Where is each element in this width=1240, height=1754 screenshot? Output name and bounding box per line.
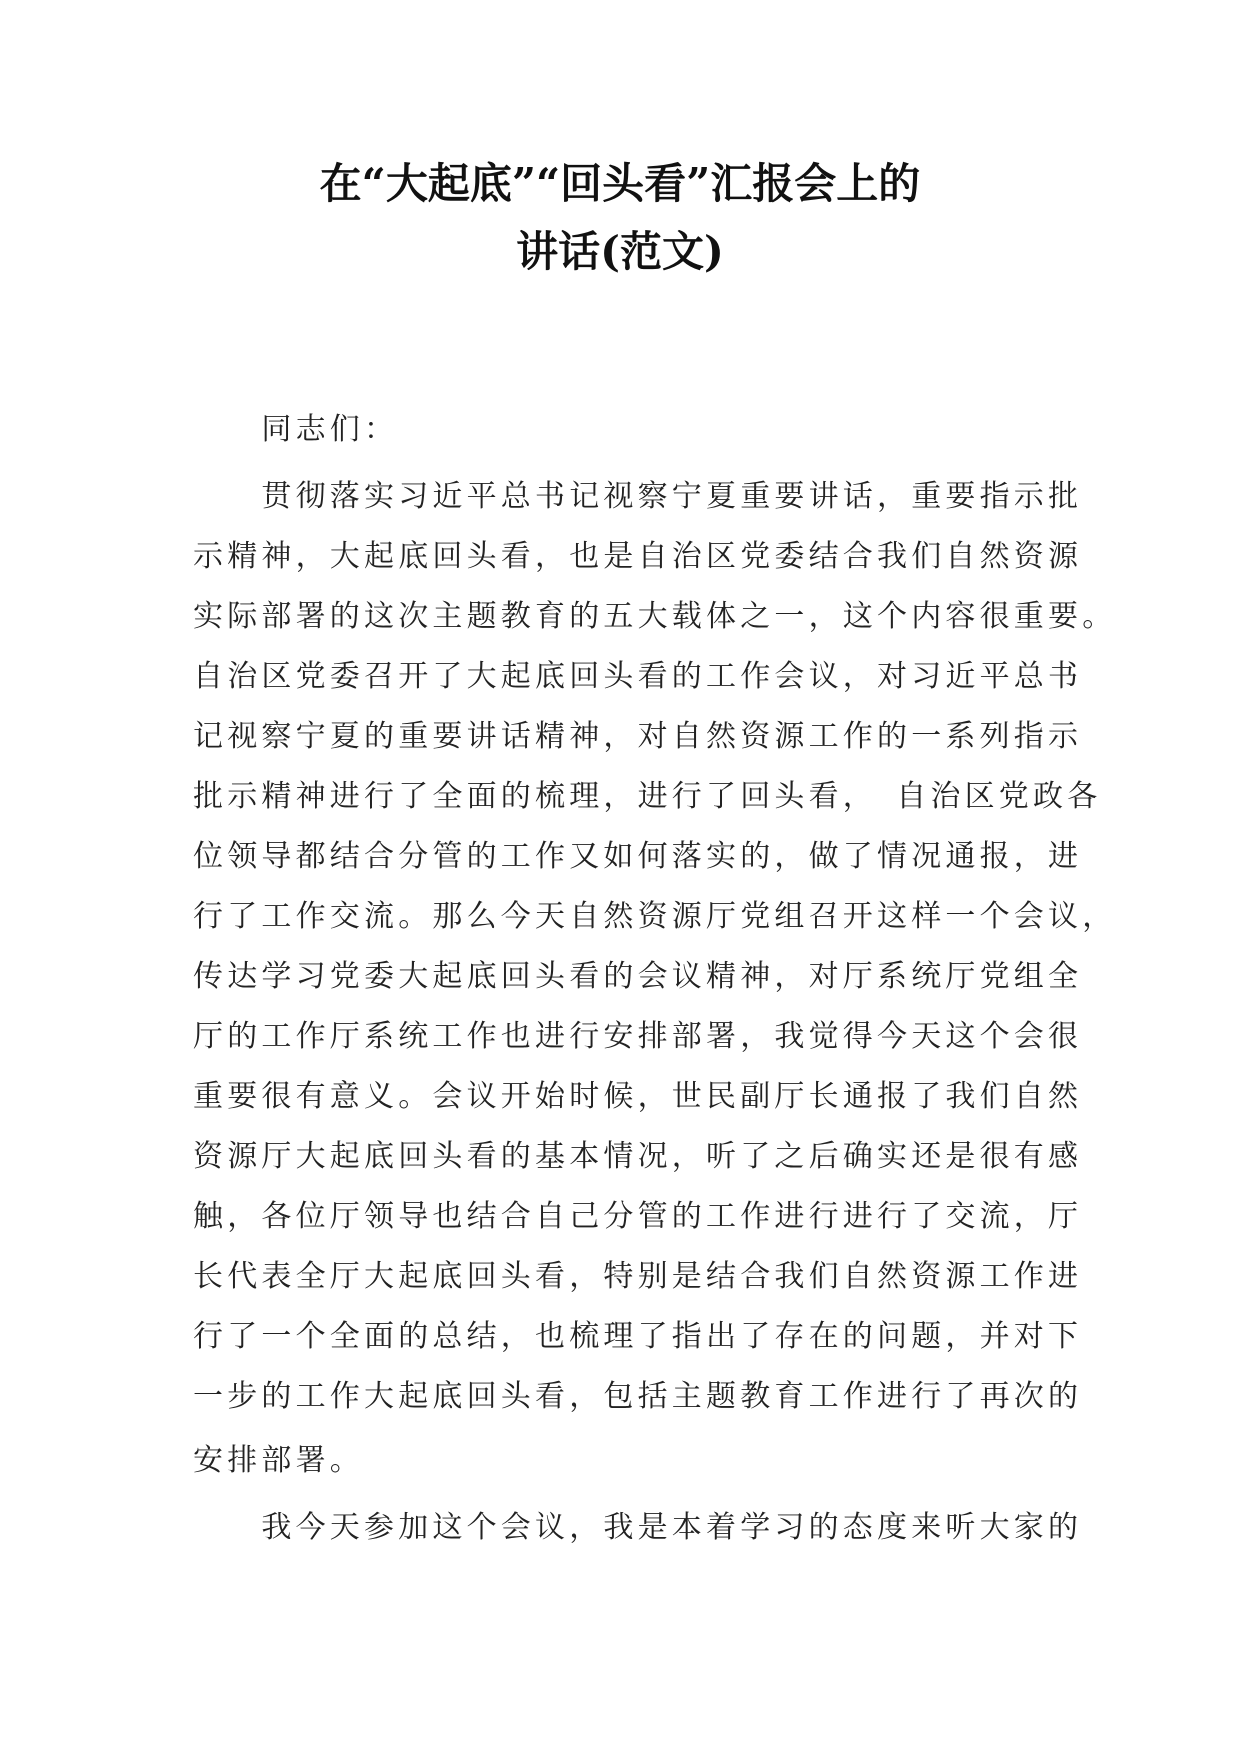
body-line: 记视察宁夏的重要讲话精神，对自然资源工作的一系列指示 (193, 719, 1083, 754)
body-line: 实际部署的这次主题教育的五大载体之一，这个内容很重要。 (193, 599, 1117, 634)
body-line: 行了工作交流。那么今天自然资源厅党组召开这样一个会议， (193, 899, 1117, 934)
body-line: 自治区党委召开了大起底回头看的工作会议，对习近平总书 (193, 659, 1083, 694)
body-line: 安排部署。 (193, 1443, 364, 1478)
body-line: 批示精神进行了全面的梳理，进行了回头看， 自治区党政各 (193, 779, 1102, 814)
body-line: 我今天参加这个会议，我是本着学习的态度来听大家的 (193, 1510, 1083, 1545)
body-line: 厅的工作厅系统工作也进行安排部署，我觉得今天这个会很 (193, 1019, 1083, 1054)
body-line: 一步的工作大起底回头看，包括主题教育工作进行了再次的 (193, 1379, 1083, 1414)
body-line: 资源厅大起底回头看的基本情况，听了之后确实还是很有感 (193, 1139, 1083, 1174)
body-line-salutation: 同志们： (193, 412, 399, 447)
document-title-line-2: 讲话(范文) (516, 227, 724, 276)
document-title-line-1: 在“大起底”“回头看”汇报会上的 (319, 159, 921, 208)
body-line: 行了一个全面的总结，也梳理了指出了存在的问题，并对下 (193, 1319, 1083, 1354)
body-line: 长代表全厅大起底回头看，特别是结合我们自然资源工作进 (193, 1259, 1083, 1294)
body-line: 重要很有意义。会议开始时候，世民副厅长通报了我们自然 (193, 1079, 1083, 1114)
body-line: 传达学习党委大起底回头看的会议精神，对厅系统厅党组全 (193, 959, 1083, 994)
body-line: 触，各位厅领导也结合自己分管的工作进行进行了交流，厅 (193, 1199, 1083, 1234)
body-line: 示精神，大起底回头看，也是自治区党委结合我们自然资源 (193, 539, 1083, 574)
body-line: 位领导都结合分管的工作又如何落实的，做了情况通报，进 (193, 839, 1083, 874)
body-line: 贯彻落实习近平总书记视察宁夏重要讲话，重要指示批 (193, 479, 1083, 514)
